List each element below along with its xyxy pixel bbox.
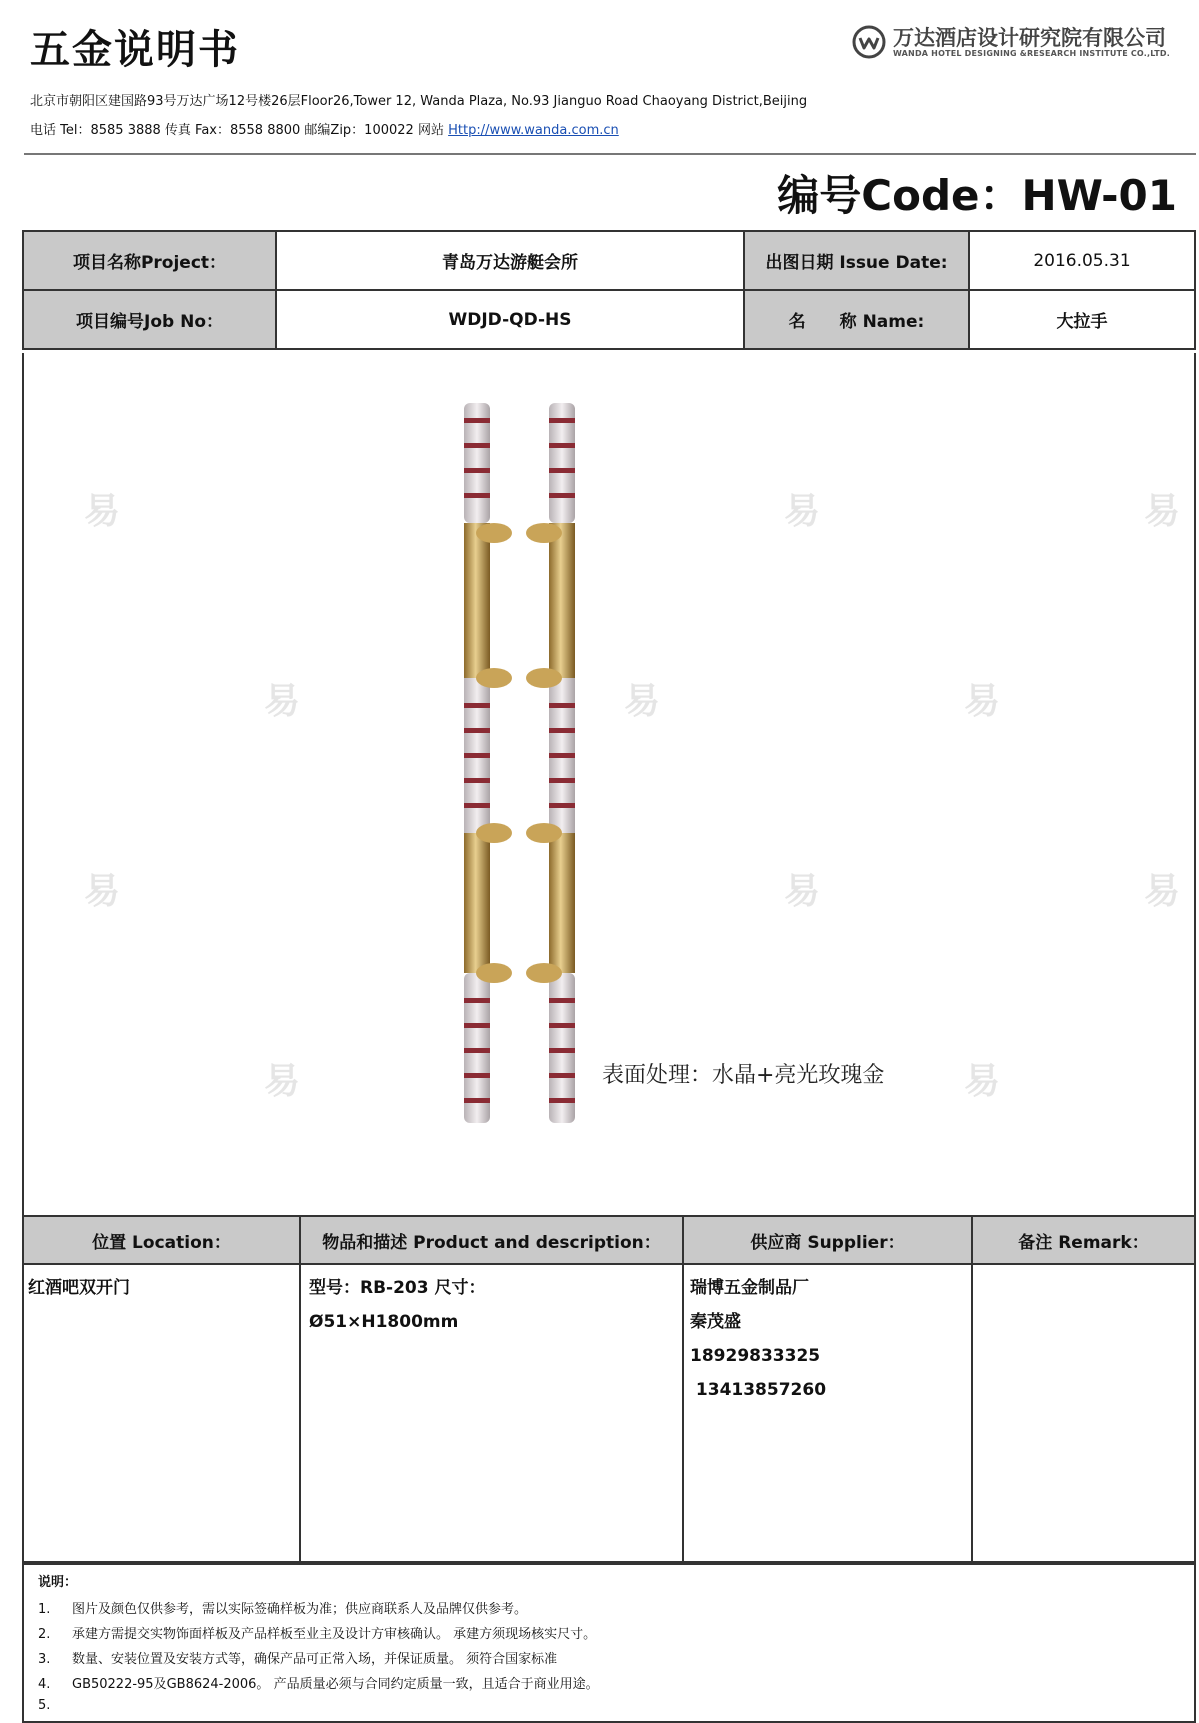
company-contact (30, 119, 619, 138)
location-header: 位置 Location： (22, 1215, 301, 1265)
surface-treatment-text: 表面处理：水晶+亮光玫瑰金 (602, 1063, 885, 1088)
supplier-line-1: 瑞博五金制品厂 (690, 1278, 809, 1298)
notes-section (22, 1563, 1196, 1723)
company-name-cn: 万达酒店设计研究院有限公司 (893, 26, 1166, 50)
remark-cell (971, 1263, 1196, 1563)
contact-text: 电话 Tel：8585 3888 传真 Fax：8558 8800 邮编Zip：100022 网站 (30, 123, 444, 138)
job-no-value: WDJD-QD-HS (275, 289, 745, 350)
job-no-label: 项目编号Job No： (22, 289, 277, 350)
right-bar (526, 403, 575, 1123)
location-value: 红酒吧双开门 (28, 1278, 130, 1298)
document-code: 编号Code：HW-01 (777, 171, 1177, 220)
note-item: 4. GB50222-95及GB8624-2006。 产品质量必须与合同约定质量一致，且适合于商业用途。 (38, 1677, 599, 1692)
info-row-project (22, 230, 1196, 291)
note-item: 3. 数量、安装位置及安装方式等，确保产品可正常入场，并保证质量。 须符合国家标准 (38, 1652, 558, 1667)
note-item: 1. 图片及颜色仅供参考，需以实际签确样板为准；供应商联系人及品牌仅供参考。 (38, 1602, 528, 1617)
watermark: 易 (264, 681, 301, 722)
watermark: 易 (1144, 491, 1181, 532)
supplier-header: 供应商 Supplier： (682, 1215, 973, 1265)
issue-date-label: 出图日期 Issue Date: (743, 230, 970, 291)
project-value: 青岛万达游艇会所 (275, 230, 745, 291)
project-label: 项目名称Project： (22, 230, 277, 291)
notes-title: 说明： (38, 1575, 78, 1590)
product-line-2: Ø51×H1800mm (309, 1312, 459, 1332)
issue-date-value: 2016.05.31 (968, 230, 1196, 291)
watermark: 易 (264, 1061, 301, 1102)
product-line-1: 型号：RB-203 尺寸： (309, 1278, 486, 1298)
supplier-cell (682, 1263, 973, 1563)
watermark: 易 (84, 491, 121, 532)
name-value: 大拉手 (968, 289, 1196, 350)
door-pull-handle-image (424, 403, 624, 1123)
watermark: 易 (784, 871, 821, 912)
wanda-logo-icon (851, 24, 887, 60)
left-bar (464, 403, 512, 1123)
product-header: 物品和描述 Product and description： (299, 1215, 684, 1265)
company-logo (851, 22, 1181, 64)
watermark: 易 (784, 491, 821, 532)
watermark: 易 (84, 871, 121, 912)
name-label: 名 称 Name: (743, 289, 970, 350)
watermark: 易 (964, 1061, 1001, 1102)
supplier-line-3: 18929833325 (690, 1346, 821, 1366)
supplier-line-4: 13413857260 (690, 1380, 827, 1400)
watermark: 易 (1144, 871, 1181, 912)
spec-table-body (22, 1263, 1196, 1563)
company-name-en: WANDA HOTEL DESIGNING &RESEARCH INSTITUTE CO.,LTD. (893, 49, 1170, 58)
watermark: 易 (964, 681, 1001, 722)
product-cell (299, 1263, 684, 1563)
location-cell (22, 1263, 301, 1563)
spec-table-header (22, 1215, 1196, 1265)
website-link[interactable]: Http://www.wanda.com.cn (448, 123, 619, 138)
note-item: 2. 承建方需提交实物饰面样板及产品样板至业主及设计方审核确认。 承建方须现场核实尺寸。 (38, 1627, 597, 1642)
header-divider (24, 153, 1196, 155)
info-row-job (22, 289, 1196, 350)
supplier-line-2: 秦茂盛 (690, 1312, 741, 1332)
watermark: 易 (624, 681, 661, 722)
remark-header: 备注 Remark： (971, 1215, 1196, 1265)
company-address: 北京市朝阳区建国路93号万达广场12号楼26层Floor26,Tower 12, Wanda Plaza, No.93 Jianguo Road Chaoyang District,Beijing (30, 94, 808, 109)
note-item: 5. (38, 1698, 51, 1713)
document-title: 五金说明书 (30, 27, 240, 73)
